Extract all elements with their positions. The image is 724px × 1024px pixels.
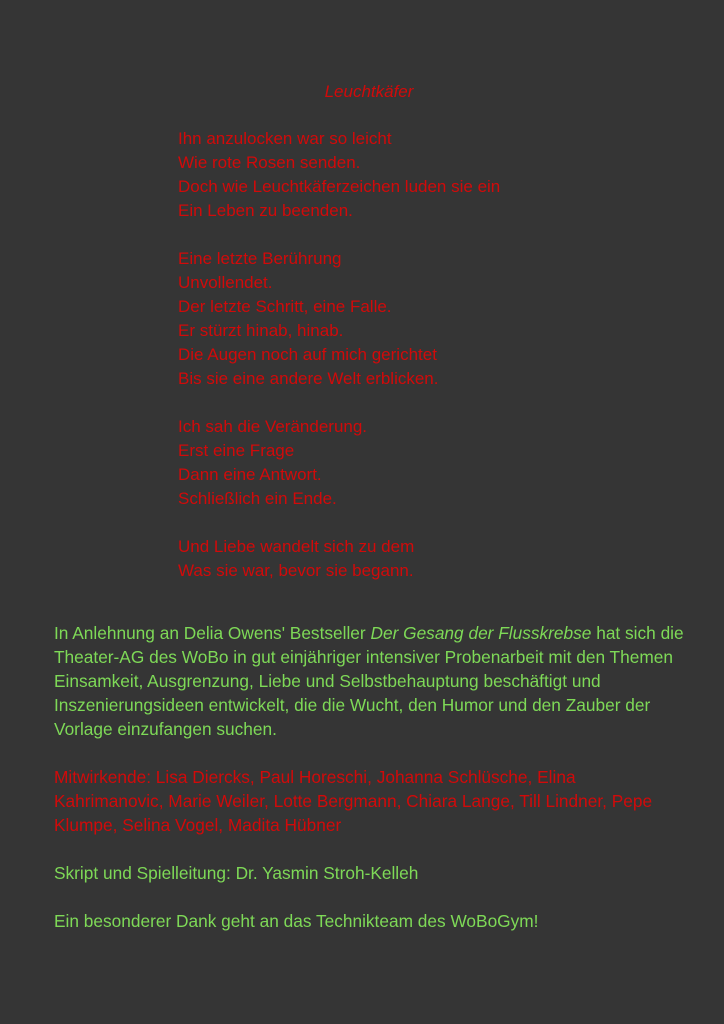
- cast-list: Mitwirkende: Lisa Diercks, Paul Horeschi, Johanna Schlüsche, Elina Kahrimanovic, Marie Weiler, Lotte Bergmann, Chiara Lange, Till Lindner, Pepe Klumpe, Selina Vogel, Madita Hübner: [54, 767, 653, 835]
- poem-title: Leuchtkäfer: [324, 82, 414, 101]
- thanks-line: Ein besonderer Dank geht an das Technikteam des WoBoGym!: [54, 911, 539, 931]
- poem-stanza-4: [178, 535, 698, 583]
- poem-line: Was sie war, bevor sie begann.: [178, 561, 414, 580]
- poem-stanza-1: [178, 127, 698, 223]
- description-paragraph: [54, 621, 684, 741]
- poem-line: Bis sie eine andere Welt erblicken.: [178, 369, 439, 388]
- poem-line: Doch wie Leuchtkäferzeichen luden sie ein: [178, 177, 501, 196]
- poem: [178, 127, 698, 607]
- poem-line: Ein Leben zu beenden.: [178, 201, 353, 220]
- poem-line: Unvollendet.: [178, 273, 273, 292]
- poem-line: Dann eine Antwort.: [178, 465, 322, 484]
- poem-line: Er stürzt hinab, hinab.: [178, 321, 344, 340]
- description-rest: hat sich die Theater-AG des WoBo in gut einjähriger intensiver Probenarbeit mit den Themen Einsamkeit, Ausgrenzung, Liebe und Selbstbehauptung beschäftigt und Inszenierungsideen entwickelt, die die Wucht, den Humor und den Zauber der Vorlage einzufangen suchen.: [54, 623, 684, 739]
- credits-line: Skript und Spielleitung: Dr. Yasmin Stroh-Kelleh: [54, 863, 419, 883]
- poem-stanza-2: [178, 247, 698, 391]
- poem-stanza-3: [178, 415, 698, 511]
- poem-line: Die Augen noch auf mich gerichtet: [178, 345, 437, 364]
- poem-line: Ich sah die Veränderung.: [178, 417, 368, 436]
- poem-line: Und Liebe wandelt sich zu dem: [178, 537, 415, 556]
- poem-line: Der letzte Schritt, eine Falle.: [178, 297, 392, 316]
- poem-line: Schließlich ein Ende.: [178, 489, 337, 508]
- program-notes: [54, 621, 684, 957]
- poem-line: Eine letzte Berührung: [178, 249, 342, 268]
- description-intro: In Anlehnung an Delia Owens' Bestseller: [54, 623, 371, 643]
- poem-line: Ihn anzulocken war so leicht: [178, 129, 392, 148]
- poem-line: Wie rote Rosen senden.: [178, 153, 361, 172]
- book-title: Der Gesang der Flusskrebse: [370, 623, 592, 643]
- poem-line: Erst eine Frage: [178, 441, 295, 460]
